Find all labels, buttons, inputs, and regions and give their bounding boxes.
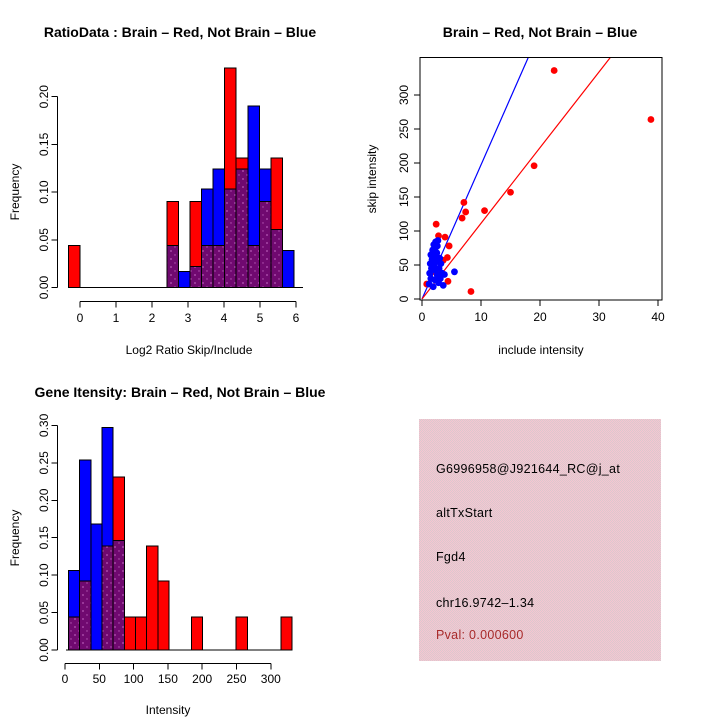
locus-text: chr16.9742–1.34 (436, 596, 535, 610)
x-tick-label: 150 (157, 672, 178, 686)
event-type-text: altTxStart (436, 506, 493, 520)
gene-intensity-histogram-plot (0, 360, 360, 720)
hist-bar-overlap (190, 267, 202, 288)
hist-bar-blue (179, 271, 191, 287)
data-point-red (433, 221, 440, 228)
x-tick-label: 6 (292, 311, 300, 325)
ratio-histogram-plot (0, 0, 360, 360)
y-tick-label: 0 (397, 295, 411, 303)
ratio-histogram-xlabel: Log2 Ratio Skip/Include (125, 343, 253, 357)
fit-line-red (422, 58, 610, 299)
x-tick-label: 40 (651, 310, 665, 324)
gene-histogram-title: Gene Itensity: Brain – Red, Not Brain – Blue (34, 384, 326, 400)
data-point-blue (435, 237, 442, 244)
panel-gene-intensity-histogram (0, 360, 360, 720)
hist-bar-overlap (167, 246, 179, 288)
x-tick-label: 5 (256, 311, 264, 325)
hist-bar-red (136, 617, 147, 650)
data-point-blue (430, 283, 437, 290)
hist-bar-red (124, 617, 135, 650)
x-tick-label: 30 (592, 310, 606, 324)
data-point-red (507, 189, 514, 196)
y-tick-label: 100 (397, 220, 411, 242)
x-tick-label: 2 (148, 311, 156, 325)
x-tick-label: 200 (192, 672, 213, 686)
pval-text: Pval: 0.000600 (436, 628, 524, 642)
hist-bar-overlap (202, 246, 214, 288)
scatter-title: Brain – Red, Not Brain – Blue (442, 24, 638, 40)
x-tick-label: 100 (123, 672, 144, 686)
x-tick-label: 1 (112, 311, 120, 325)
gene-histogram-xlabel: Intensity (145, 703, 191, 717)
gene-histogram-ylabel: Frequency (8, 509, 22, 567)
data-point-red (459, 215, 466, 222)
y-tick-label: 250 (397, 118, 411, 140)
hist-bar-red (236, 617, 247, 650)
y-tick-label: 50 (397, 258, 411, 272)
x-tick-label: 0 (76, 311, 84, 325)
data-point-blue (440, 282, 447, 289)
hist-bar-red (147, 546, 158, 650)
x-tick-label: 0 (61, 672, 69, 686)
plot-box (420, 58, 662, 301)
hist-bar-blue (282, 250, 294, 287)
x-tick-label: 0 (418, 310, 426, 324)
gene-info-box (419, 419, 661, 661)
data-point-red (481, 207, 488, 214)
y-tick-label: 0.15 (37, 132, 51, 157)
y-tick-label: 0.20 (37, 85, 51, 109)
hist-bar-overlap (102, 546, 113, 650)
hist-bar-overlap (248, 246, 260, 288)
hist-bar-overlap (80, 581, 91, 650)
x-tick-label: 20 (533, 310, 547, 324)
data-point-red (531, 162, 538, 169)
x-tick-label: 4 (220, 311, 228, 325)
hist-bar-overlap (271, 229, 283, 287)
y-tick-label: 300 (397, 84, 411, 106)
hist-bar-overlap (213, 246, 225, 288)
probe-id-text: G6996958@J921644_RC@j_at (436, 462, 621, 476)
data-point-red (648, 116, 655, 123)
hist-bar-overlap (259, 202, 271, 288)
x-tick-label: 10 (474, 310, 488, 324)
data-point-red (462, 209, 469, 216)
panel-intensity-scatter (360, 0, 720, 360)
scatter-xlabel: include intensity (498, 343, 584, 357)
hist-bar-overlap (68, 617, 79, 650)
hist-bar-overlap (236, 169, 248, 287)
y-tick-label: 0.25 (37, 451, 51, 475)
y-tick-label: 0.10 (37, 563, 51, 587)
hist-bar-red (68, 246, 80, 288)
y-tick-label: 200 (397, 152, 411, 174)
y-tick-label: 0.00 (37, 275, 51, 300)
data-point-red (468, 288, 475, 295)
data-point-red (442, 234, 449, 241)
hist-bar-red (191, 617, 202, 650)
hist-bar-overlap (113, 541, 124, 650)
hist-bar-overlap (225, 189, 237, 287)
data-point-red (446, 243, 453, 250)
y-tick-label: 0.20 (37, 488, 51, 512)
panel-gene-info (360, 360, 720, 720)
ratio-histogram-title: RatioData : Brain – Red, Not Brain – Blue (43, 24, 317, 40)
data-point-blue (441, 271, 448, 278)
x-tick-label: 3 (184, 311, 192, 325)
gene-name-text: Fgd4 (436, 550, 466, 564)
y-tick-label: 0.05 (37, 600, 51, 625)
hist-bar-blue (91, 524, 102, 650)
x-tick-label: 50 (92, 672, 106, 686)
hist-bar-red (158, 581, 169, 650)
scatter-ylabel: skip intensity (365, 144, 379, 214)
y-tick-label: 0.30 (37, 413, 51, 438)
panel-ratio-histogram (0, 0, 360, 360)
data-point-red (460, 199, 467, 206)
y-tick-label: 0.15 (37, 526, 51, 550)
y-tick-label: 0.05 (37, 228, 51, 252)
y-tick-label: 150 (397, 186, 411, 208)
y-tick-label: 0.00 (37, 638, 51, 662)
x-tick-label: 300 (260, 672, 281, 686)
ratio-histogram-ylabel: Frequency (8, 163, 22, 221)
intensity-scatter-plot (360, 0, 720, 360)
y-tick-label: 0.10 (37, 180, 51, 204)
x-tick-label: 250 (226, 672, 247, 686)
hist-bar-red (281, 617, 292, 650)
data-point-red (551, 67, 558, 74)
data-point-blue (451, 268, 458, 275)
